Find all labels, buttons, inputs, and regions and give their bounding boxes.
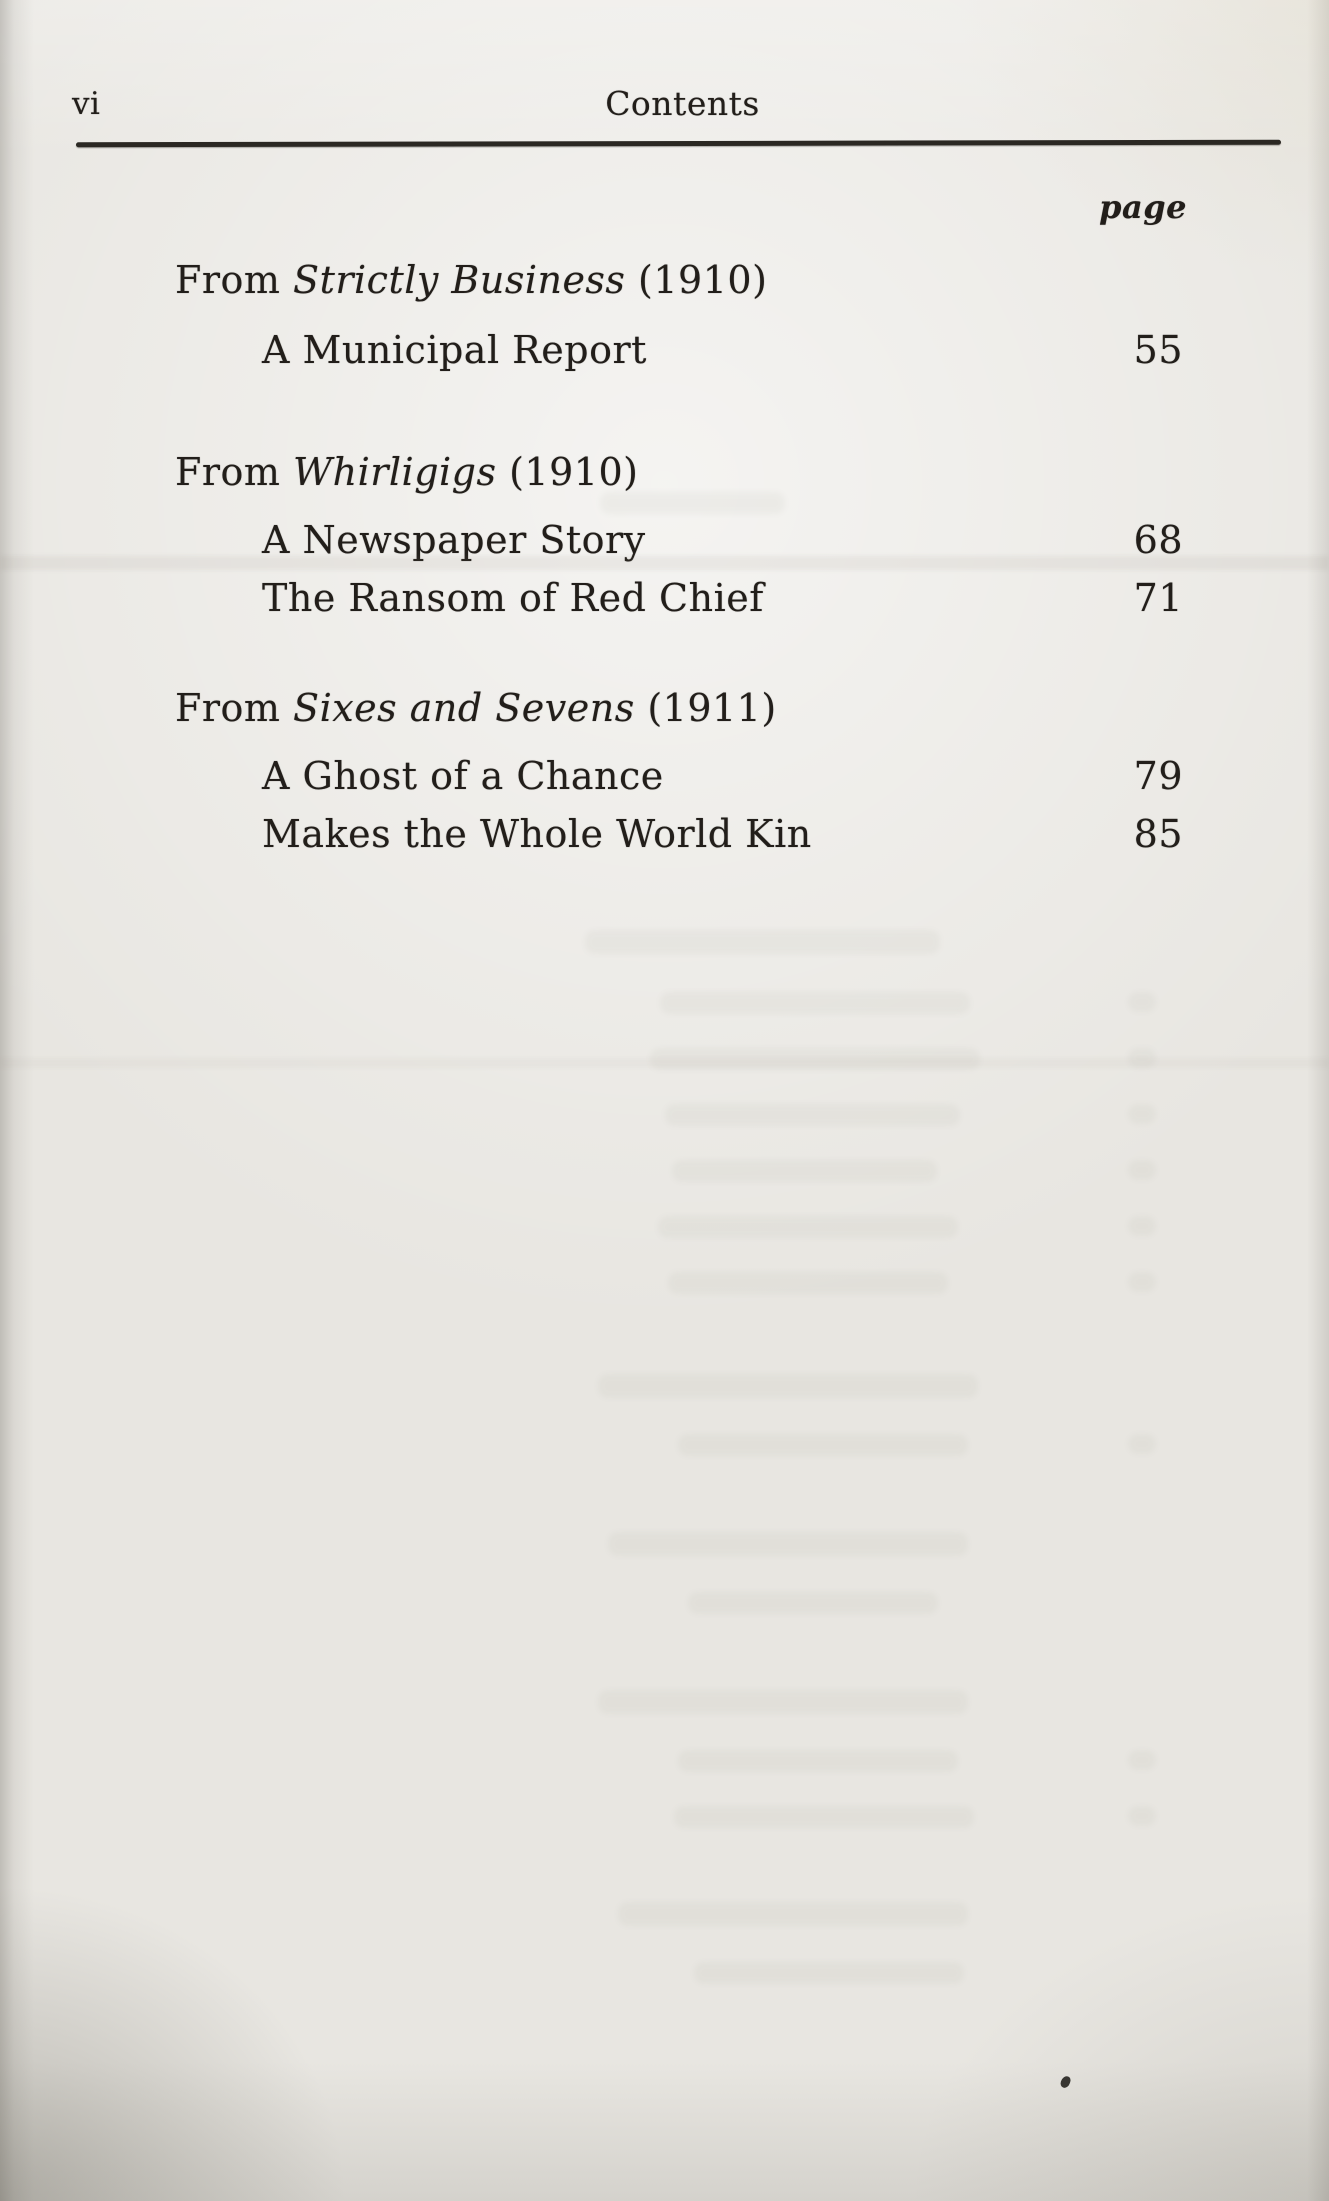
- toc-section-heading: [175, 258, 767, 304]
- bleedthrough-line: [672, 1160, 937, 1182]
- bleedthrough-line: [598, 1690, 968, 1714]
- bleedthrough-line: [1128, 1750, 1156, 1770]
- bleedthrough-line: [668, 1272, 948, 1294]
- bleedthrough-line: [598, 1374, 978, 1398]
- page-column-label: page: [1099, 188, 1187, 226]
- section-book-title: Strictly Business: [293, 258, 626, 302]
- running-head-title: Contents: [605, 84, 760, 123]
- bleedthrough-line: [650, 1048, 980, 1070]
- toc-entry: [262, 812, 1183, 858]
- bleedthrough-line: [1128, 1160, 1156, 1180]
- bleedthrough-line: [618, 1902, 968, 1926]
- section-year: (1910): [638, 258, 768, 302]
- bleedthrough-line: [658, 1216, 958, 1238]
- bleedthrough-line: [665, 1104, 960, 1126]
- scan-streak: [0, 556, 1329, 570]
- toc-section-heading: [175, 686, 777, 732]
- entry-title: A Ghost of a Chance: [262, 754, 664, 798]
- bleedthrough-line: [660, 992, 970, 1014]
- entry-page-number: 85: [1133, 812, 1183, 856]
- entry-page-number: 68: [1133, 518, 1183, 562]
- bleedthrough-line: [694, 1962, 964, 1984]
- bleedthrough-line: [585, 930, 940, 954]
- section-year: (1910): [509, 450, 639, 494]
- bleedthrough-line: [608, 1532, 968, 1556]
- bleedthrough-line: [674, 1806, 974, 1828]
- bleedthrough-line: [1128, 1104, 1156, 1124]
- entry-title: A Municipal Report: [262, 328, 647, 372]
- bleedthrough-line: [678, 1434, 968, 1456]
- entry-page-number: 79: [1133, 754, 1183, 798]
- bleedthrough-line: [1128, 1806, 1156, 1826]
- bleedthrough-line: [1128, 1048, 1156, 1068]
- bleedthrough-line: [688, 1592, 938, 1614]
- entry-title: A Newspaper Story: [262, 518, 646, 562]
- toc-entry: [262, 576, 1183, 622]
- section-prefix: From: [175, 450, 281, 494]
- entry-page-number: 55: [1133, 328, 1183, 372]
- entry-title: The Ransom of Red Chief: [262, 576, 764, 620]
- entry-title: Makes the Whole World Kin: [262, 812, 812, 856]
- toc-entry: [262, 754, 1183, 800]
- section-prefix: From: [175, 686, 281, 730]
- entry-page-number: 71: [1133, 576, 1183, 620]
- section-prefix: From: [175, 258, 281, 302]
- bleedthrough-line: [1128, 1216, 1156, 1236]
- section-year: (1911): [647, 686, 777, 730]
- bleedthrough-line: [1128, 1272, 1156, 1292]
- section-book-title: Whirligigs: [293, 450, 497, 494]
- folio-number: vi: [72, 86, 101, 122]
- bleedthrough-line: [600, 492, 785, 514]
- bleedthrough-line: [1128, 992, 1156, 1012]
- section-book-title: Sixes and Sevens: [293, 686, 635, 730]
- bleedthrough-line: [678, 1750, 958, 1772]
- bleedthrough-line: [1128, 1434, 1156, 1454]
- toc-section-heading: [175, 450, 638, 496]
- toc-entry: [262, 328, 1183, 374]
